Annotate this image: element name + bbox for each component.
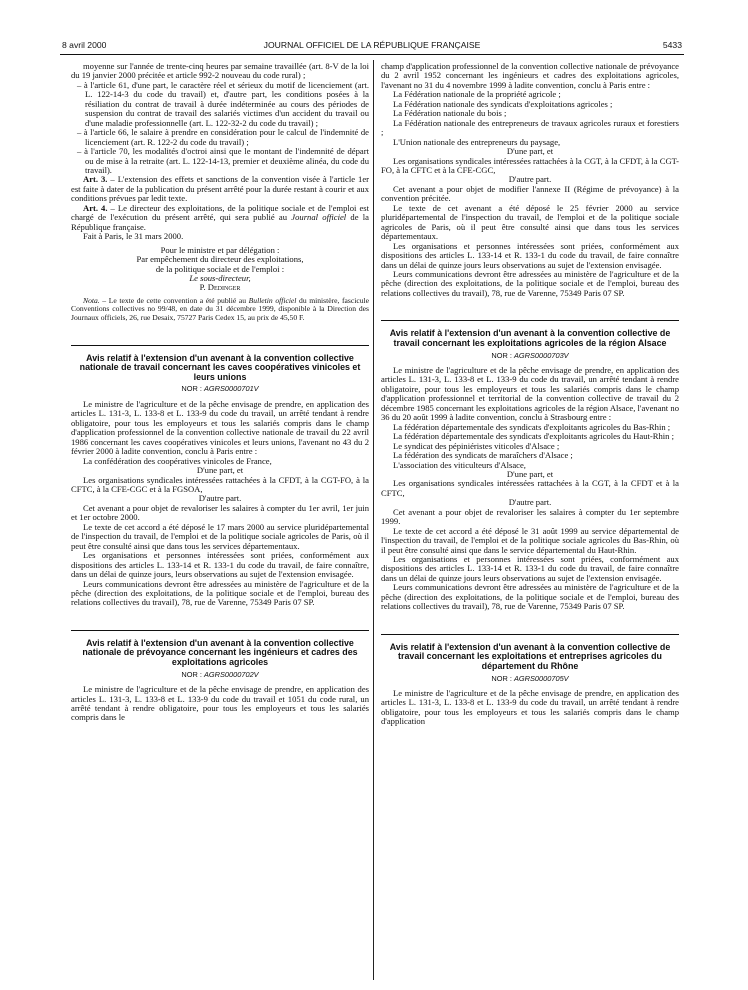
paragraph: Leurs communications devront être adressées au ministère de l'agriculture et de la pêche (direction des exploitations, de la politique sociale et de l'emploi, bureau des relations collectives du travail), 78, rue de Varenne, 75349 Paris 07 SP. <box>71 578 369 608</box>
paragraph: Le ministre de l'agriculture et de la pêche envisage de prendre, en application des articles L. 131-3, L. 133-8 et L. 133-9 du code du travail, un arrêté tendant à rendre obligatoire, pour tous les employeurs et tous les salariés compris dans le champ d'application professionnel de la convention collective nationale de travail du 22 avril 1986 concernant les caves coopératives vinicoles et leurs unions, l'avenant no 43 du 2 février 2000 à ladite convention, conclu à Paris entre : <box>71 398 369 457</box>
paragraph: Les organisations et personnes intéressées sont priées, conformément aux dispositions des articles L. 133-14 et R. 133-1 du code du travail, de faire connaître dans un délai de quinze jours leurs observations au sujet de l'extension envisagée. <box>381 240 679 270</box>
list-item: Le syndicat des pépiniéristes viticoles d'Alsace ; <box>393 440 560 451</box>
paragraph: Cet avenant a pour objet de modifier l'annexe II (Régime de prévoyance) à la convention précitée. <box>381 183 679 204</box>
article-3 <box>71 175 369 203</box>
paragraph: Les organisations syndicales intéressées rattachées à la CGT, à la CFDT, à la CGT-FO, à la CFTC et à la CFE-CGC, <box>381 155 679 175</box>
right-column <box>381 62 679 727</box>
section-title: Avis relatif à l'extension d'un avenant à la convention collective nationale de prévoyance concernant les ingénieurs et cadres des exploitations agricoles <box>82 637 358 668</box>
signatory-name: P. Dedinger <box>199 282 241 293</box>
paragraph: Cet avenant a pour objet de revaloriser les salaires à compter du 1er avril, 1er juin et 1er octobre 2000. <box>71 502 369 523</box>
section-title: Avis relatif à l'extension d'un avenant à la convention collective de travail concernant les exploitations et entreprises agricoles du département du Rhône <box>389 641 671 671</box>
paragraph: Les organisations et personnes intéressées sont priées, conformément aux dispositions des articles L. 133-14 et R. 133-1 du code du travail, de faire connaître, dans un délai de quinze jours, leurs observations au sujet de l'extension envisagée. <box>71 550 369 580</box>
paragraph: D'autre part. <box>508 497 552 508</box>
article-text: de la République française. <box>71 212 369 232</box>
paragraph: D'une part, et <box>196 465 244 476</box>
nor-reference: NOR : AGRS0000701V <box>181 384 259 394</box>
signature-line: Pour le ministre et par délégation : <box>160 244 280 255</box>
nor-reference: NOR : AGRS0000702V <box>181 669 259 679</box>
paragraph: La confédération des coopératives vinicoles de France, <box>83 455 272 466</box>
signature-place-date: Fait à Paris, le 31 mars 2000. <box>83 231 184 242</box>
paragraph: D'autre part. <box>198 493 242 504</box>
paragraph: Les organisations et personnes intéressées sont priées, conformément aux dispositions des articles L. 133-14 et R. 133-1 du code du travail, de faire connaître dans un délai de quinze jours leurs observations au sujet de l'extension envisagée. <box>381 554 679 583</box>
paragraph: D'une part, et <box>506 146 554 157</box>
paragraph: Leurs communications devront être adressées au ministère de l'agriculture et de la pêche (direction des exploitations, de la politique sociale et de l'emploi, bureau des relations collectives du travail), 78, rue de Varenne, 75349 Paris 07 SP. <box>381 582 679 612</box>
list-item: La Fédération nationale du bois ; <box>393 108 507 119</box>
article-4 <box>71 204 369 232</box>
paragraph: Le texte de cet avenant a été déposé le 25 février 2000 au service pluridépartemental de l'inspection du travail, de l'emploi et de la politique sociale agricoles de Paris, où il peut être consulté ainsi que dans tous les services départementaux. <box>381 202 679 242</box>
list-item: L'association des viticulteurs d'Alsace, <box>393 459 526 470</box>
paragraph: Le texte de cet accord a été déposé le 17 mars 2000 au service pluridépartemental de l'inspection du travail, de l'emploi et de la politique sociale agricoles de Paris, où il peut être consulté ainsi que dans tous les services départementaux. <box>71 521 369 551</box>
section-title: Avis relatif à l'extension d'un avenant à la convention collective nationale de travail concernant les caves coopératives vinicoles et leurs unions <box>79 352 361 382</box>
section-separator <box>71 345 369 346</box>
paragraph: Le ministre de l'agriculture et de la pêche envisage de prendre, en application des articles L. 131-3, L. 133-8 et L. 133-9 du code du travail, un arrêté tendant à rendre obligatoire, pour tous les employeurs et tous les salariés compris dans le champ d'application professionnel et territorial de la convention collective de travail du 2 décembre 1985 concernant les exploitations agricoles de la région Alsace, l'avenant no 36 du 20 août 1999 à ladite convention, conclu à Strasbourg entre : <box>381 364 679 423</box>
nota-label: Nota. <box>83 295 100 305</box>
paragraph: Le ministre de l'agriculture et de la pêche envisage de prendre, en application des articles L. 131-3, L. 133-8 et L. 133-9 du code du travail, un arrêté tendant à rendre obligatoire, pour tous les employeurs et tous les salariés compris dans le champ d'application <box>381 687 679 727</box>
article-label: Art. 3. <box>83 174 108 185</box>
paragraph: Cet avenant a pour objet de revaloriser les salaires à compter du 1er septembre 1999. <box>381 506 679 527</box>
left-column <box>71 62 369 723</box>
paragraph: Le ministre de l'agriculture et de la pêche envisage de prendre, en application des articles L. 131-3, L. 133-8 et L. 133-9 du code du travail et 1051 du code rural, un arrêté tendant à rendre obligatoire, pour tous les employeurs et tous les salariés compris dans le <box>71 684 369 723</box>
section-separator <box>381 320 679 321</box>
list-item: La Fédération nationale de la propriété agricole ; <box>393 89 561 100</box>
paragraph: Leurs communications devront être adressées au ministère de l'agriculture et de la pêche (direction des exploitations, de la politique sociale et de l'emploi, bureau des relations collectives du travail), 78, rue de Varenne, 75349 Paris 07 SP. <box>381 268 679 298</box>
list-item: La fédération des syndicats de maraîchers d'Alsace ; <box>393 450 573 461</box>
header-page-number: 5433 <box>662 40 682 50</box>
article-text: – Le directeur des exploitations, de la politique sociale et de l'emploi est chargé de l'exécution du présent arrêté, qui sera publié au <box>71 202 370 223</box>
section-separator <box>381 634 679 635</box>
nor-reference: NOR : AGRS0000705V <box>491 673 569 683</box>
paragraph: D'une part, et <box>506 468 554 479</box>
list-item: – à l'article 70, les modalités d'octroi ainsi que le montant de l'indemnité de départ ou de mise à la retraite (art. L. 122-14-13, premier et deuxième alinéa, du code du travail). <box>77 146 369 175</box>
nota: Nota. – Le texte de cette convention a été publié au Bulletin officiel du ministère, fascicule Conventions collectives no 99/48, en date du 31 décembre 1999, disponible à la Direction des Journaux officiels, 26, rue Desaix, 75727 Paris Cedex 15, au prix de 45,50 F. <box>71 295 369 323</box>
section-separator <box>71 630 369 631</box>
nor-reference: NOR : AGRS0000703V <box>491 350 569 360</box>
list-item: – à l'article 66, le salaire à prendre en considération pour le calcul de l'indemnité de licenciement (art. R. 122-2 du code du travail) ; <box>77 127 369 147</box>
header-title: JOURNAL OFFICIEL DE LA RÉPUBLIQUE FRANÇAISE <box>263 40 481 50</box>
list-item: La Fédération nationale des syndicats d'exploitations agricoles ; <box>393 98 613 109</box>
list-item: L'Union nationale des entrepreneurs du paysage, <box>393 136 561 147</box>
signature-line: Par empêchement du directeur des exploitations, <box>136 254 304 265</box>
journal-name: Journal officiel <box>291 212 347 223</box>
paragraph: Les organisations syndicales intéressées rattachées à la CGT, à la CFDT et à la CFTC, <box>381 478 679 498</box>
paragraph: Les organisations syndicales intéressées rattachées à la CFDT, à la CGT-FO, à la CFTC, à la CFE-CGC et à la FGSOA, <box>71 474 369 494</box>
signature-line: de la politique sociale et de l'emploi : <box>155 263 285 274</box>
article-label: Art. 4. <box>83 202 108 213</box>
list-item: – à l'article 61, d'une part, le caractère réel et sérieux du motif de licenciement (art. L. 122-14-3 du code du travail) et, d'autre part, les conditions posées à la résiliation du contrat de travail à durée indéterminée au cours des périodes de suspension du contrat de travail des salariés victimes d'un accident du travail ou d'une maladie professionnelle (art. L. 122-32-2 du code du travail) ; <box>77 79 369 128</box>
paragraph: champ d'application professionnel de la convention collective nationale de prévoyance du 2 avril 1952 concernant les ingénieurs et cadres des exploitations agricoles, l'avenant no 31 du 4 novembre 1999 à ladite convention, conclu à Paris entre : <box>381 61 679 90</box>
paragraph: Le texte de cet accord a été déposé le 31 août 1999 au service départemental de l'inspection du travail, de l'emploi et de la politique sociale agricoles du Bas-Rhin, où il peut être consulté ainsi que dans le service départemental du Haut-Rhin. <box>381 525 679 555</box>
list-item: La fédération départementale des syndicats d'exploitants agricoles du Haut-Rhin ; <box>393 431 674 442</box>
header-date: 8 avril 2000 <box>62 40 107 50</box>
list-item: La Fédération nationale des entrepreneurs de travaux agricoles ruraux et forestiers ; <box>381 117 679 138</box>
section-title: Avis relatif à l'extension d'un avenant à la convention collective de travail concernant les exploitations agricoles de la région Alsace <box>389 328 671 348</box>
paragraph: D'autre part. <box>508 174 552 185</box>
signature-role: Le sous-directeur, <box>189 272 251 283</box>
column-divider <box>373 60 374 980</box>
article-text: – L'extension des effets et sanctions de la convention visée à l'article 1er est faite à dater de la publication du présent arrêté pour la durée restant à courir et aux conditions prévues par ledit texte. <box>71 174 369 204</box>
page-header <box>62 40 682 54</box>
list-item: La fédération départementale des syndicats d'exploitants agricoles du Bas-Rhin ; <box>393 421 671 432</box>
paragraph: moyenne sur l'année de trente-cinq heures par semaine travaillée (art. 8-V de la loi du 19 janvier 2000 précitée et article 992-2 nouveau du code rural) ; <box>71 61 369 81</box>
header-rule <box>60 54 684 55</box>
